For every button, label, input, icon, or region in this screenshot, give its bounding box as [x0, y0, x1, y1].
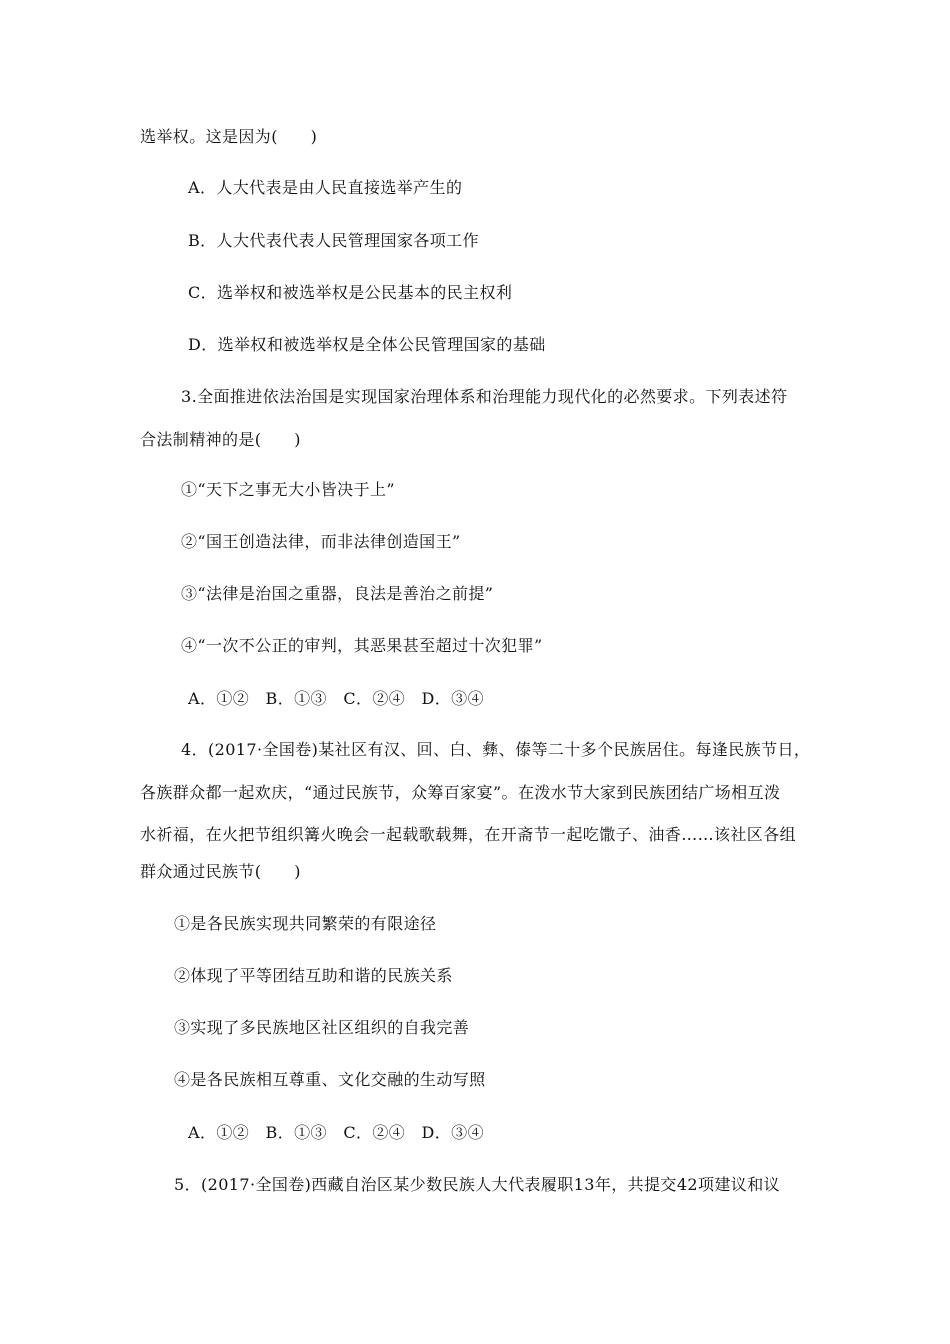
q4-statement-4: ④是各民族相互尊重、文化交融的生动写照: [174, 1070, 486, 1089]
q3-statement-3: ③“法律是治国之重器，良法是善治之前提”: [181, 584, 494, 603]
q2-option-b: B．人大代表代表人民管理国家各项工作: [188, 231, 479, 250]
q3-answer-choices: A．①② B．①③ C．②④ D．③④: [188, 689, 484, 708]
q4-statement-3: ③实现了多民族地区社区组织的自我完善: [174, 1018, 470, 1037]
q4-answer-choices: A．①② B．①③ C．②④ D．③④: [188, 1123, 484, 1142]
q4-stem-line-1: 4．(2017·全国卷)某社区有汉、回、白、彝、傣等二十多个民族居住。每逢民族节日，: [181, 740, 811, 759]
q2-option-d: D．选举权和被选举权是全体公民管理国家的基础: [188, 335, 546, 354]
q5-stem-line-1: 5．(2017·全国卷)西藏自治区某少数民族人大代表履职13年，共提交42项建议和议: [174, 1175, 780, 1194]
q2-option-a: A．人大代表是由人民直接选举产生的: [188, 178, 463, 197]
q4-stem-line-3: 水祈福，在火把节组织篝火晚会一起载歌载舞，在开斋节一起吃馓子、油香……该社区各组: [140, 825, 797, 844]
q2-stem-continuation: 选举权。这是因为( ): [140, 127, 318, 146]
q2-option-c: C．选举权和被选举权是公民基本的民主权利: [188, 283, 513, 302]
q4-stem-line-4: 群众通过民族节( ): [140, 862, 301, 881]
q3-stem-line-2: 合法制精神的是( ): [140, 430, 301, 449]
q4-statement-2: ②体现了平等团结互助和谐的民族关系: [174, 966, 453, 985]
q3-statement-1: ①“天下之事无大小皆决于上”: [181, 480, 395, 499]
q4-stem-line-2: 各族群众都一起欢庆，“通过民族节，众筹百家宴”。在泼水节大家到民族团结广场相互泼: [140, 783, 781, 802]
q3-statement-2: ②“国王创造法律，而非法律创造国王”: [181, 532, 461, 551]
q4-statement-1: ①是各民族实现共同繁荣的有限途径: [174, 914, 437, 933]
q3-stem-line-1: 3.全面推进依法治国是实现国家治理体系和治理能力现代化的必然要求。下列表述符: [181, 387, 788, 406]
q3-statement-4: ④“一次不公正的审判，其恶果甚至超过十次犯罪”: [181, 636, 543, 655]
